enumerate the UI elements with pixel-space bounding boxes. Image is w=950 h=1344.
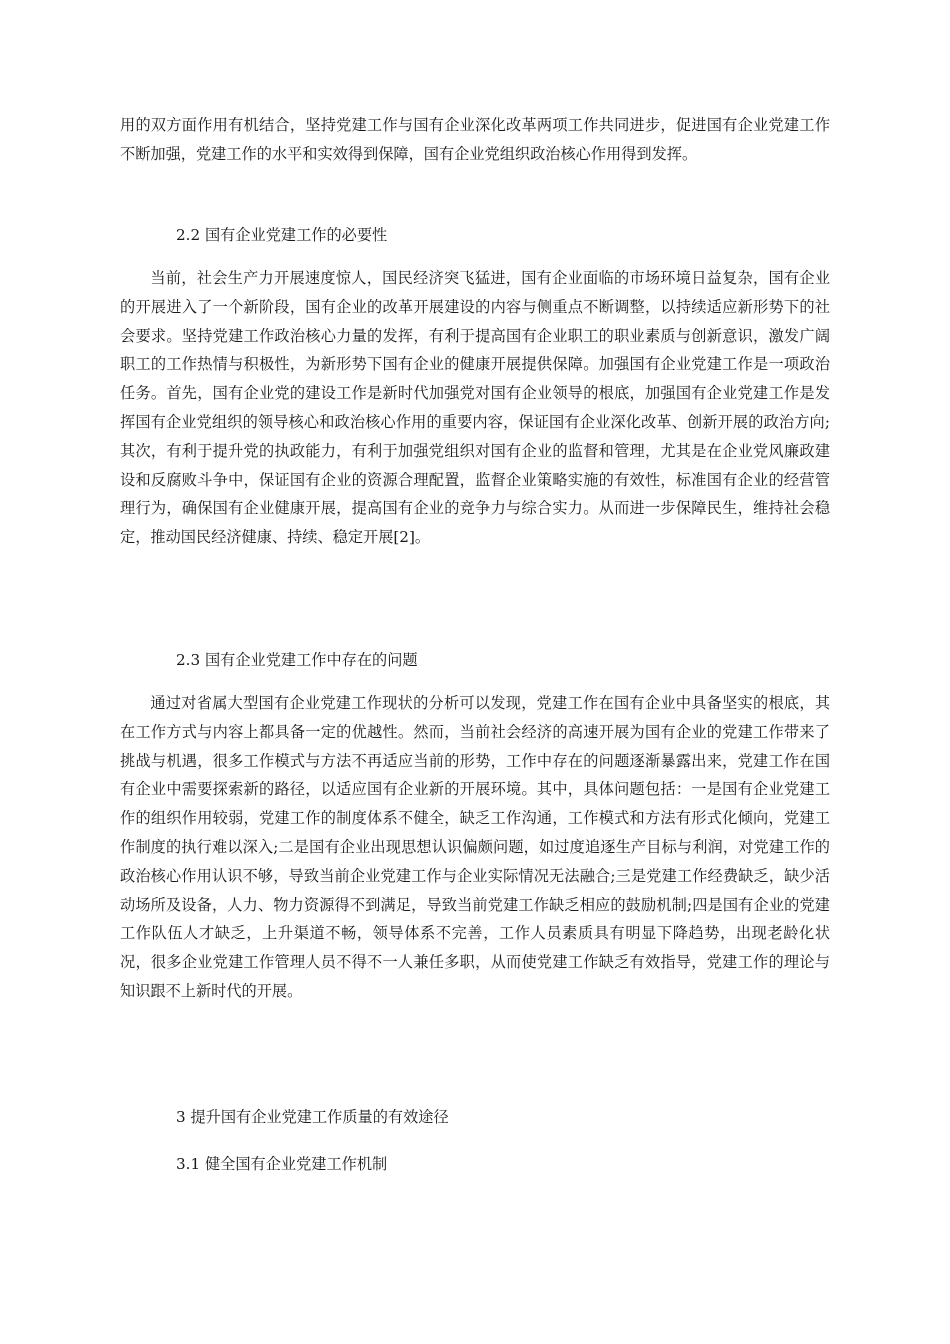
section-heading-2-2: 2.2 国有企业党建工作的必要性: [176, 226, 388, 244]
section-heading-3: 3 提升国有企业党建工作质量的有效途径: [176, 1108, 449, 1126]
paragraph-intro-continuation: 用的双方面作用有机结合，坚持党建工作与国有企业深化改革两项工作共同进步，促进国有企业党建工作不断加强，党建工作的水平和实效得到保障，国有企业党组织政治核心作用得到发挥。: [120, 116, 830, 163]
section-heading-3-1: 3.1 健全国有企业党建工作机制: [176, 1155, 388, 1173]
paragraph-problems: 通过对省属大型国有企业党建工作现状的分析可以发现，党建工作在国有企业中具备坚实的根底，其在工作方式与内容上都具备一定的优越性。然而，当前社会经济的高速开展为国有企业的党建工作带来了挑战与机遇，很多工作模式与方法不再适应当前的形势，工作中存在的问题逐渐暴露出来，党建工作在国有企业中需要探索新的路径，以适应国有企业新的开展环境。其中，具体问题包括：一是国有企业党建工作的组织作用较弱，党建工作的制度体系不健全，缺乏工作沟通，工作模式和方法有形式化倾向，党建工作制度的执行难以深入;二是国有企业出现思想认识偏颇问题，如过度追逐生产目标与利润，对党建工作的政治核心作用认识不够，导致当前企业党建工作与企业实际情况无法融合;三是党建工作经费缺乏，缺少活动场所及设备，人力、物力资源得不到满足，导致当前党建工作缺乏相应的鼓励机制;四是国有企业的党建工作队伍人才缺乏，上升渠道不畅，领导体系不完善，工作人员素质具有明显下降趋势，出现老龄化状况，很多企业党建工作管理人员不得不一人兼任多职，从而使党建工作缺乏有效指导，党建工作的理论与知识跟不上新时代的开展。: [120, 694, 830, 1000]
section-heading-2-3: 2.3 国有企业党建工作中存在的问题: [176, 651, 418, 669]
paragraph-necessity: 当前，社会生产力开展速度惊人，国民经济突飞猛进，国有企业面临的市场环境日益复杂，国有企业的开展进入了一个新阶段，国有企业的改革开展建设的内容与侧重点不断调整，以持续适应新形势下的社会要求。坚持党建工作政治核心力量的发挥，有利于提高国有企业职工的职业素质与创新意识，激发广阔职工的工作热情与积极性，为新形势下国有企业的健康开展提供保障。加强国有企业党建工作是一项政治任务。首先，国有企业党的建设工作是新时代加强党对国有企业领导的根底，加强国有企业党建工作是发挥国有企业党组织的领导核心和政治核心作用的重要内容，保证国有企业深化改革、创新开展的政治方向;其次，有利于提升党的执政能力，有利于加强党组织对国有企业的监督和管理，尤其是在企业党风廉政建设和反腐败斗争中，保证国有企业的资源合理配置，监督企业策略实施的有效性，标准国有企业的经营管理行为，确保国有企业健康开展，提高国有企业的竞争力与综合实力。从而进一步保障民生，维持社会稳定，推动国民经济健康、持续、稳定开展[2]。: [120, 269, 830, 547]
